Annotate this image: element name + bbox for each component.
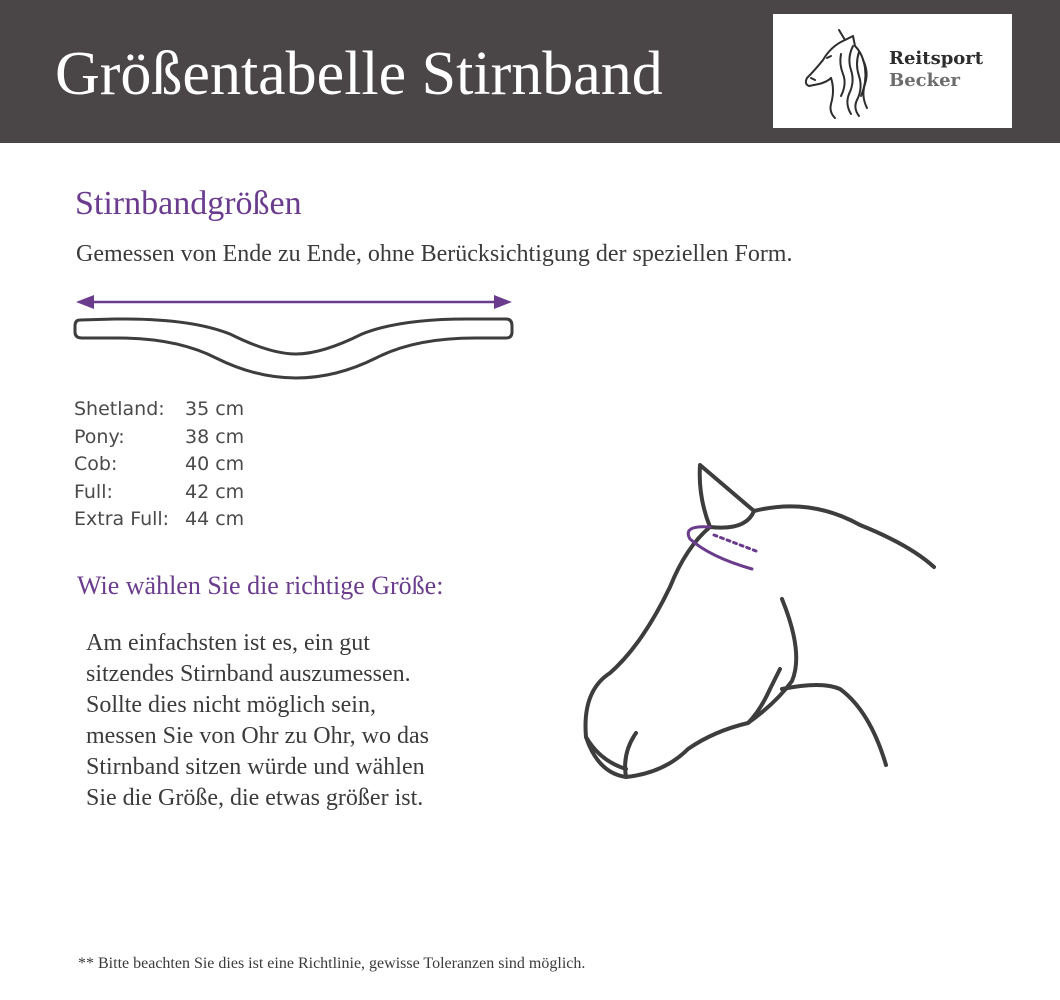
browband-outline	[75, 319, 512, 378]
size-value: 42 cm	[185, 480, 245, 503]
section-heading-sizes: Stirnbandgrößen	[75, 185, 302, 222]
size-name: Cob:	[74, 453, 118, 476]
instructions-line: Sie die Größe, die etwas größer ist.	[86, 785, 424, 811]
footnote: ** Bitte beachten Sie dies ist eine Richtlinie, gewisse Toleranzen sind möglich.	[78, 955, 586, 972]
browband-on-horse	[688, 527, 756, 569]
page-title: Größentabelle Stirnband	[55, 40, 663, 108]
size-value: 44 cm	[185, 508, 245, 531]
measurement-note: Gemessen von Ende zu Ende, ohne Berücksichtigung der speziellen Form.	[76, 241, 793, 267]
section-heading-how-to-choose: Wie wählen Sie die richtige Größe:	[77, 571, 444, 600]
horse-cheek	[748, 599, 796, 723]
size-name: Pony:	[74, 425, 125, 448]
instructions-line: Stirnband sitzen würde und wählen	[86, 754, 425, 780]
horse-forehead	[586, 527, 781, 777]
horse-head-diagram-icon	[570, 455, 950, 795]
instructions-line: sitzendes Stirnband auszumessen.	[86, 661, 411, 687]
size-value: 38 cm	[185, 425, 245, 448]
browband-diagram-icon	[70, 288, 520, 388]
size-value: 35 cm	[185, 398, 245, 420]
horse-head-logo-icon	[801, 24, 881, 120]
horse-neck-top	[754, 506, 934, 567]
size-name: Full:	[74, 480, 113, 503]
brand-logo	[773, 14, 1012, 128]
size-value: 40 cm	[185, 453, 245, 476]
horse-ear	[700, 465, 754, 528]
size-name: Extra Full:	[74, 508, 170, 531]
brand-name-line1: Reitsport	[889, 48, 984, 69]
brand-name	[889, 48, 983, 92]
measure-arrow	[76, 295, 512, 309]
horse-nostril	[625, 733, 636, 777]
instructions-line: messen Sie von Ohr zu Ohr, wo das	[86, 723, 429, 749]
instructions-text	[86, 628, 516, 814]
page-header	[0, 0, 1060, 143]
size-name: Shetland:	[74, 398, 165, 420]
instructions-line: Sollte dies nicht möglich sein,	[86, 692, 376, 718]
horse-throat	[782, 685, 886, 765]
brand-name-line2: Becker	[889, 70, 961, 91]
instructions-line: Am einfachsten ist es, ein gut	[86, 630, 370, 656]
